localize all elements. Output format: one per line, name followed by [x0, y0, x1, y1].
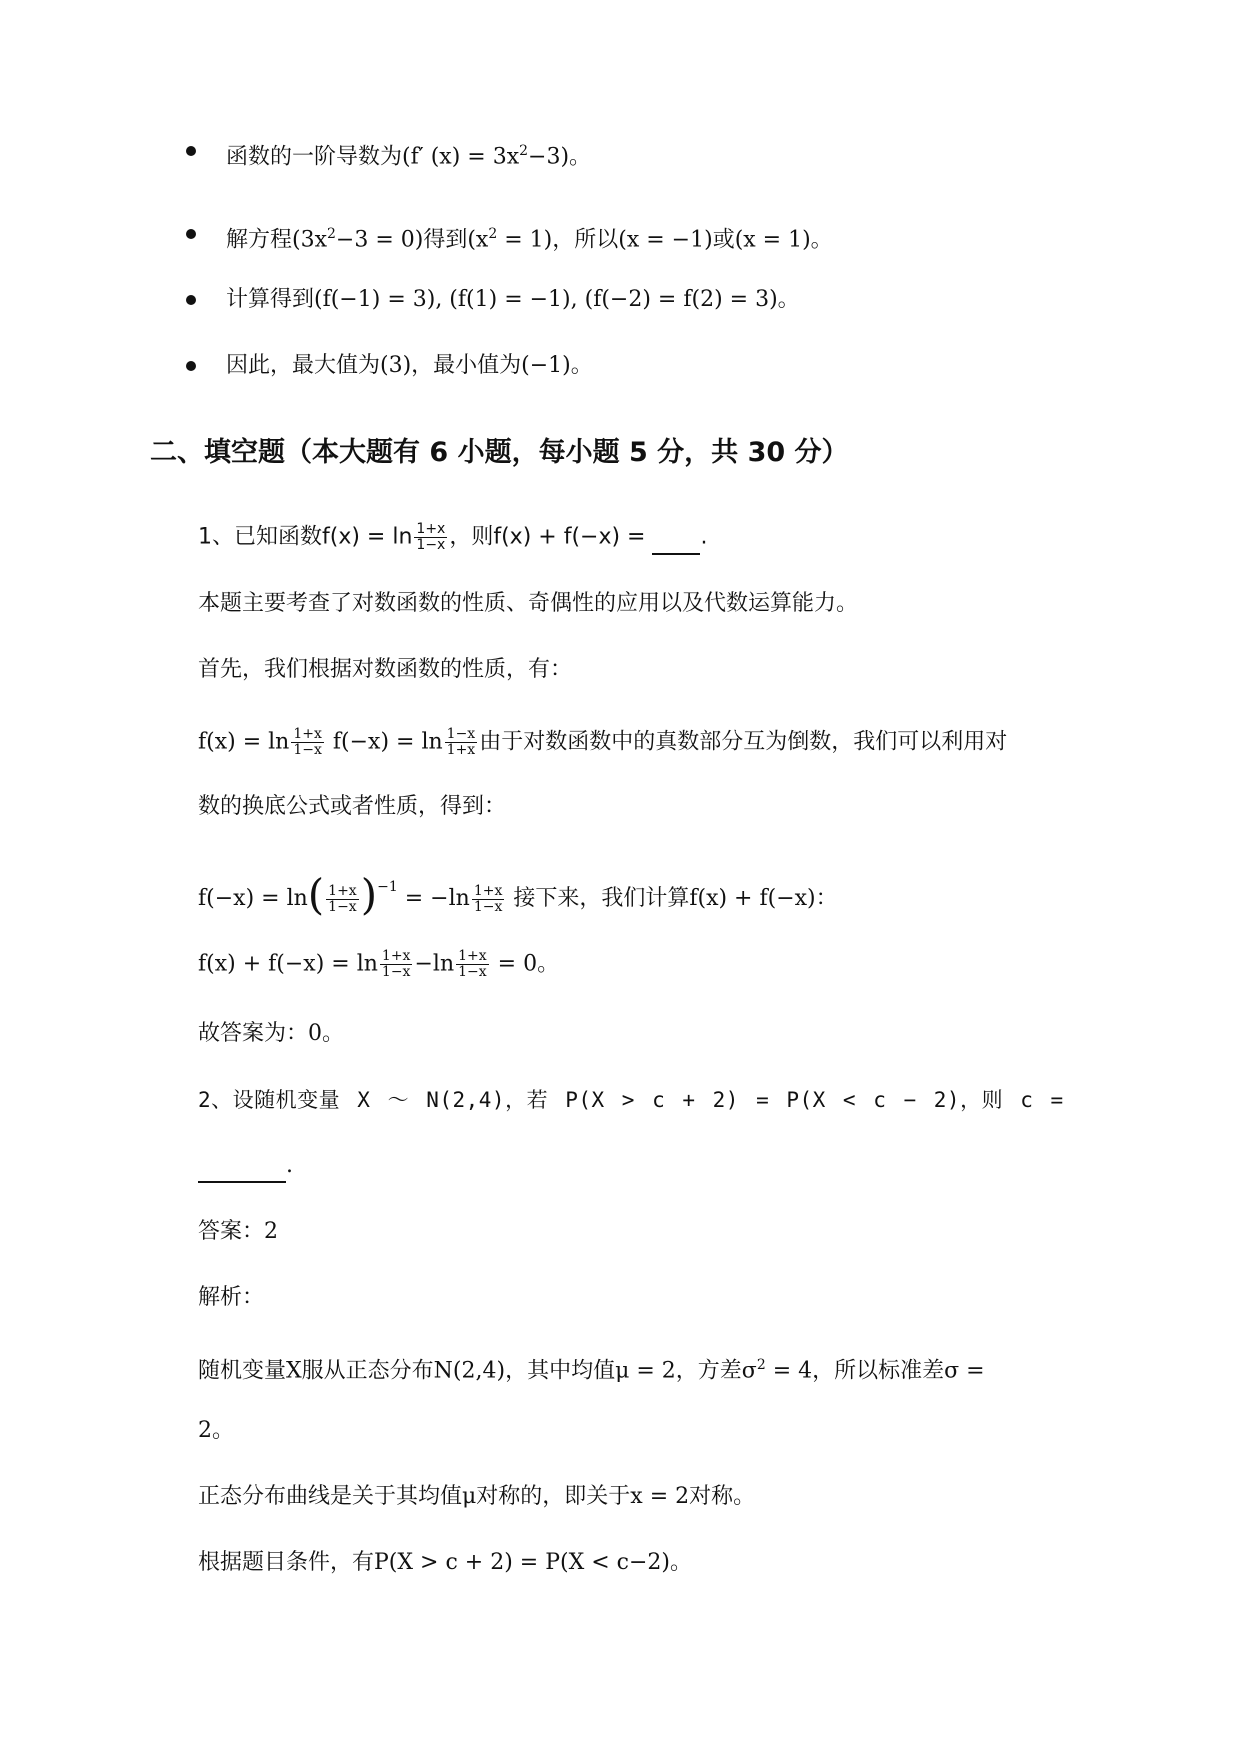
paragraph: 正态分布曲线是关于其均值μ对称的，即关于x = 2对称。 — [198, 1484, 756, 1509]
section-heading: 二、填空题（本大题有 6 小题，每小题 5 分，共 30 分） — [150, 437, 849, 468]
fraction: $\frac{1-x}{1+x}$ — [446, 726, 476, 758]
fraction: $\frac{1+x}{1-x}$ — [293, 726, 322, 758]
answer-blank — [652, 523, 700, 555]
list-item: 计算得到(f(−1) = 3), (f(1) = −1), (f(−2) = f(2) = 3)。 — [226, 287, 800, 312]
bullet-dot — [186, 295, 196, 305]
question-2-answer-line: . — [198, 1151, 293, 1183]
paragraph: 解析： — [198, 1285, 265, 1310]
answer-blank — [198, 1151, 286, 1183]
bullet-dot — [186, 146, 196, 156]
question-1: 1、已知函数f(x) = ln $\frac{1+x}{1-x}$ ，则f(x) + f(−x) = . — [198, 521, 708, 553]
fraction: $\frac{1+x}{1-x}$ — [416, 521, 446, 553]
list-item: 函数的一阶导数为(f′ $(x) = 3x^2-3$)。 — [226, 143, 592, 170]
fraction: $\frac{1+x}{1-x}$ — [458, 948, 487, 980]
paragraph: 2。 — [198, 1418, 234, 1443]
paragraph: 根据题目条件，有P(X > c + 2) = P(X < c−2)。 — [198, 1550, 693, 1575]
fraction: $\frac{1+x}{1-x}$ — [381, 948, 411, 980]
bullet-dot — [186, 229, 196, 239]
paragraph: 本题主要考查了对数函数的性质、奇偶性的应用以及代数运算能力。 — [198, 591, 859, 616]
paragraph: 随机变量X服从正态分布N(2,4)，其中均值μ = 2，方差$\sigma^2 = 4$，所以标准差σ = — [198, 1357, 985, 1384]
paragraph: 首先，我们根据对数函数的性质，有： — [198, 657, 573, 682]
question-2: 2、设随机变量 X ～ N(2,4)，若 P(X > c + 2) = P(X < c − 2)，则 c = — [198, 1088, 1064, 1112]
bullet-dot — [186, 361, 196, 371]
paragraph: 答案：2 — [198, 1219, 278, 1244]
fraction: $\frac{1+x}{1-x}$ — [473, 882, 503, 915]
paragraph: 数的换底公式或者性质，得到： — [198, 794, 507, 819]
list-item: 因此，最大值为(3)，最小值为(−1)。 — [226, 353, 593, 378]
equation: f(x) = ln $\frac{1+x}{1-x}$ f(−x) = ln $\frac{1-x}{1+x}$ 由于对数函数中的真数部分互为倒数，我们可以利用对 — [198, 726, 1008, 758]
equation: f(−x) = ln( $\frac{1+x}{1-x}$ )$^{-1}$ = −ln $\frac{1+x}{1-x}$ 接下来，我们计算f(x) + f(−x)： — [198, 870, 838, 919]
paragraph: 故答案为：0。 — [198, 1021, 344, 1046]
list-item: 解方程$(3x^2-3 = 0)$得到$(x^2 = 1)$，所以(x = −1)或(x = 1)。 — [226, 226, 833, 253]
equation: f(x) + f(−x) = ln $\frac{1+x}{1-x}$ −ln $\frac{1+x}{1-x}$ = 0。 — [198, 948, 560, 980]
fraction: $\frac{1+x}{1-x}$ — [328, 882, 357, 915]
